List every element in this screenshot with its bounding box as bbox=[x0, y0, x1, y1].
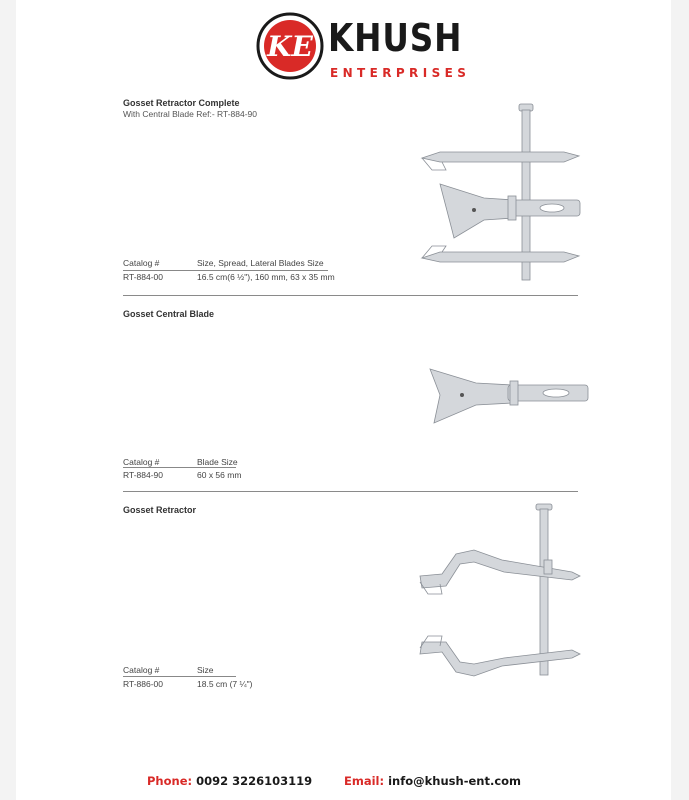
footer-phone bbox=[147, 774, 312, 788]
phone-number[interactable]: 0092 3226103119 bbox=[196, 774, 313, 788]
gosset-retractor-complete-illustration bbox=[414, 100, 594, 282]
spec-header-blade-size: Blade Size bbox=[197, 457, 238, 467]
email-label: Email: bbox=[344, 774, 385, 788]
product-title: Gosset Retractor Complete bbox=[123, 98, 240, 108]
spec-header-catalog: Catalog # bbox=[123, 258, 160, 268]
spec-value-size: 18.5 cm (7 ¼") bbox=[197, 679, 253, 689]
brand-logo bbox=[256, 12, 476, 80]
spec-value-catalog: RT-884-90 bbox=[123, 470, 164, 480]
spec-rule bbox=[123, 676, 236, 677]
spec-header-size: Size, Spread, Lateral Blades Size bbox=[197, 258, 324, 268]
contact-footer bbox=[16, 774, 671, 790]
spec-value-catalog: RT-886-00 bbox=[123, 679, 164, 689]
footer-email bbox=[344, 774, 521, 788]
spec-rule bbox=[123, 270, 328, 271]
product-subtitle: With Central Blade Ref:- RT-884-90 bbox=[123, 109, 258, 119]
catalog-page bbox=[16, 0, 671, 800]
logo-monogram-text: KE bbox=[267, 30, 313, 63]
section-divider bbox=[123, 491, 578, 492]
spec-value-catalog: RT-884-00 bbox=[123, 272, 164, 282]
central-blade-illustration bbox=[426, 365, 596, 427]
spec-header-catalog: Catalog # bbox=[123, 665, 160, 675]
product-title: Gosset Central Blade bbox=[123, 309, 215, 319]
ke-monogram-icon bbox=[256, 12, 324, 80]
brand-name: KHUSH bbox=[328, 16, 463, 60]
brand-tagline: ENTERPRISES bbox=[330, 66, 471, 80]
spec-rule bbox=[123, 467, 236, 468]
spec-value-size: 16.5 cm(6 ½"), 160 mm, 63 x 35 mm bbox=[197, 272, 335, 282]
phone-label: Phone: bbox=[147, 774, 193, 788]
spec-header-size: Size bbox=[197, 665, 214, 675]
gosset-retractor-illustration bbox=[412, 500, 596, 680]
product-title: Gosset Retractor bbox=[123, 505, 197, 515]
spec-header-catalog: Catalog # bbox=[123, 457, 160, 467]
spec-value-blade-size: 60 x 56 mm bbox=[197, 470, 242, 480]
section-divider bbox=[123, 295, 578, 296]
email-address[interactable]: info@khush-ent.com bbox=[388, 774, 522, 788]
